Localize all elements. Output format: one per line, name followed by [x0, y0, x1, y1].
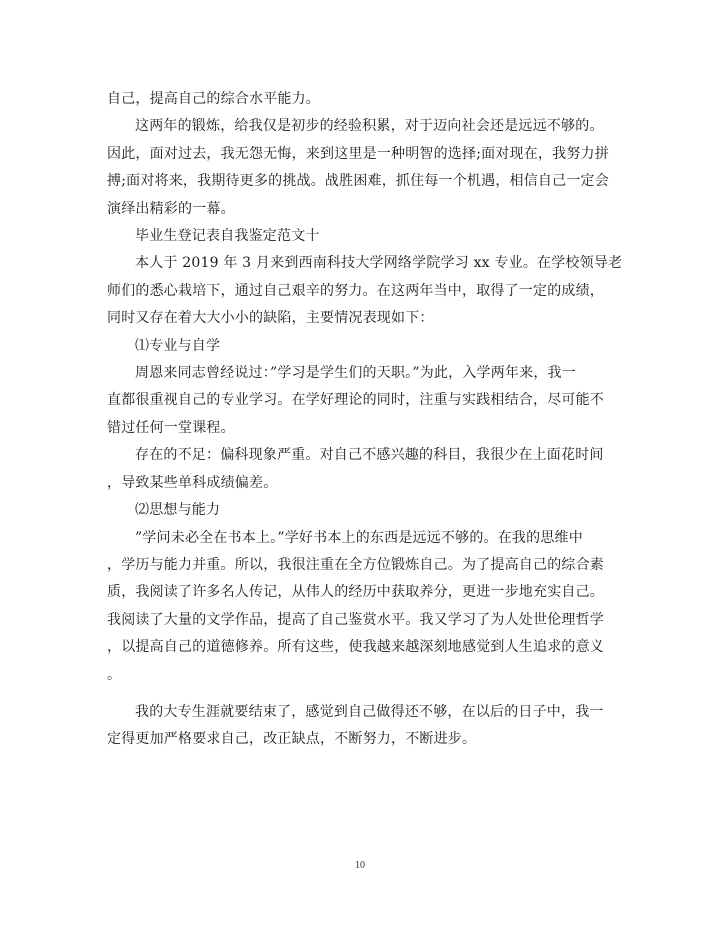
paragraph-line: 演绎出精彩的一幕。 [107, 200, 235, 217]
paragraph-line: 。 [107, 666, 122, 683]
paragraph-line: 存在的不足：偏科现象严重。对自己不感兴趣的科目，我很少在上面花时间 [135, 447, 604, 464]
paragraph-line: 质，我阅读了许多名人传记，从伟人的经历中获取养分，更进一步地充实自己。 [107, 584, 604, 601]
subsection-heading: ⑵思想与能力 [135, 502, 221, 519]
paragraph-line: ，导致某些单科成绩偏差。 [107, 474, 278, 491]
paragraph-line: 因此，面对过去，我无怨无悔，来到这里是一种明智的选择;面对现在，我努力拼 [107, 145, 609, 162]
document-body [107, 86, 623, 754]
paragraph-line: ，学历与能力并重。所以，我很注重在全方位锻炼自己。为了提高自己的综合素 [107, 556, 604, 573]
paragraph-line: 直都很重视自己的专业学习。在学好理论的同时，注重与实践相结合，尽可能不 [107, 392, 604, 409]
paragraph-line: ，以提高自己的道德修养。所有这些，使我越来越深刻地感觉到人生追求的意义 [107, 639, 604, 656]
paragraph-line: 定得更加严格要求自己，改正缺点，不断努力，不断进步。 [107, 731, 477, 748]
paragraph-gap [107, 689, 609, 699]
page-number: 10 [355, 860, 365, 871]
paragraph-line: 师们的悉心栽培下，通过自己艰辛的努力。在这两年当中，取得了一定的成绩， [107, 282, 604, 299]
paragraph-line: 同时又存在着大大小小的缺陷，主要情况表现如下： [107, 310, 434, 327]
section-heading: 毕业生登记表自我鉴定范文十 [135, 228, 320, 245]
paragraph-line: 自己，提高自己的综合水平能力。 [107, 91, 320, 107]
paragraph-line: 本人于 2019 年 3 月来到西南科技大学网络学院学习 xx 专业。在学校领导老 [135, 255, 623, 272]
subsection-heading: ⑴专业与自学 [135, 337, 221, 354]
paragraph-line: 错过任何一堂课程。 [107, 419, 235, 436]
paragraph-line: 我阅读了大量的文学作品，提高了自己鉴赏水平。我又学习了为人处世伦理哲学 [107, 611, 604, 628]
paragraph-line: ”学问未必全在书本上。”学好书本上的东西是远远不够的。在我的思维中 [135, 529, 583, 546]
paragraph-line: 我的大专生涯就要结束了，感觉到自己做得还不够，在以后的日子中，我一 [135, 703, 604, 720]
paragraph-line: 周恩来同志曾经说过：”学习是学生们的天职。”为此，入学两年来，我一 [135, 365, 576, 382]
paragraph-line: 搏;面对将来，我期待更多的挑战。战胜困难，抓住每一个机遇，相信自己一定会 [107, 173, 609, 190]
paragraph-line: 这两年的锻炼，给我仅是初步的经验积累，对于迈向社会还是远远不够的。 [135, 118, 604, 135]
